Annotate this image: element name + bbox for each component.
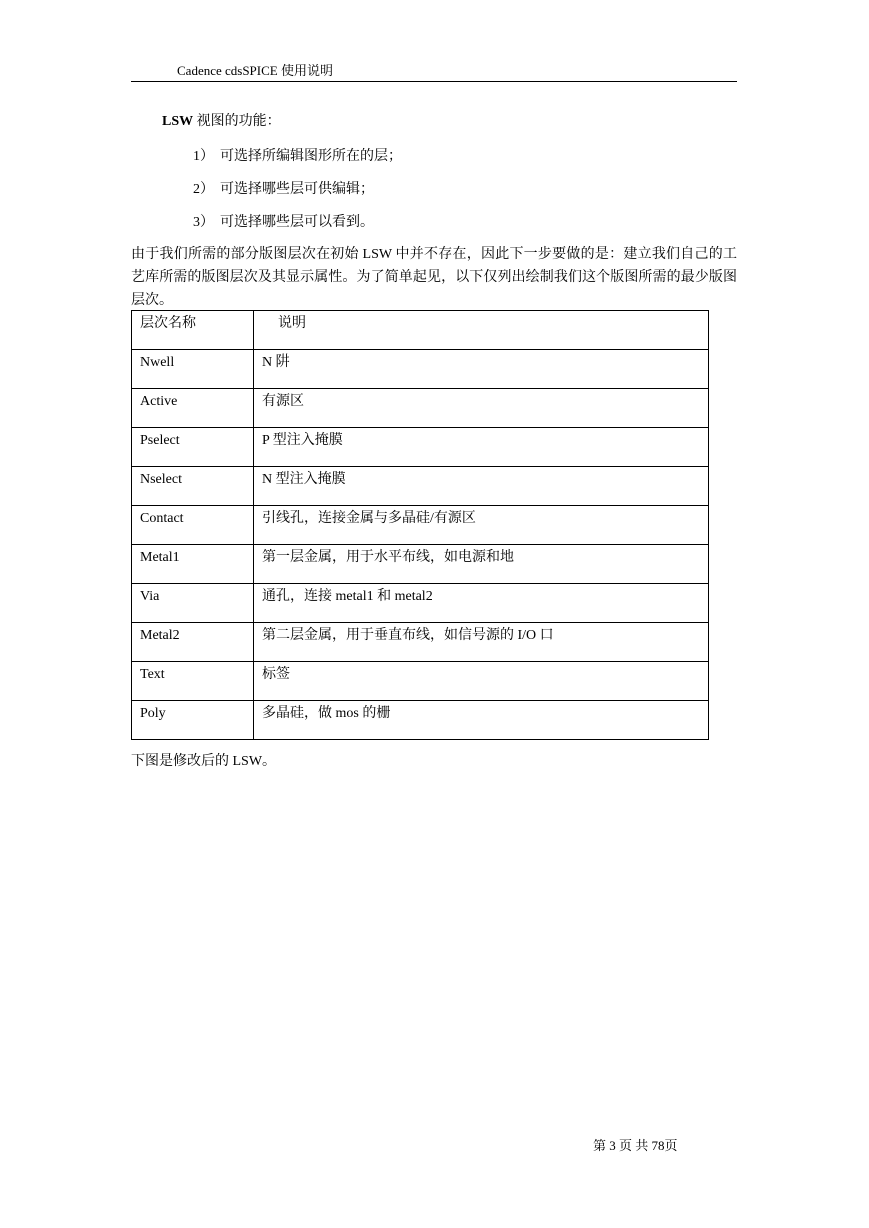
- layer-name: Nselect: [132, 467, 254, 506]
- heading-bold: LSW: [162, 114, 194, 129]
- layer-desc: 标签: [254, 662, 709, 701]
- header-cell-name: 层次名称: [132, 311, 254, 350]
- layer-name: Text: [132, 662, 254, 701]
- layer-desc: N 型注入掩膜: [254, 467, 709, 506]
- section-heading: [162, 112, 281, 132]
- list-item-number: 2）: [193, 182, 214, 197]
- layer-name: Contact: [132, 506, 254, 545]
- list-item-number: 1）: [193, 149, 214, 164]
- layer-desc: 通孔，连接 metal1 和 metal2: [254, 584, 709, 623]
- after-table-text: 下图是修改后的 LSW。: [131, 754, 277, 769]
- list-item-text: 可选择哪些层可供编辑；: [220, 182, 374, 197]
- layer-name: Nwell: [132, 350, 254, 389]
- table-header-row: [132, 311, 709, 350]
- layer-table: [131, 310, 709, 740]
- list-item: [193, 180, 374, 200]
- page-footer: 第 3 页 共 78页: [593, 1138, 678, 1153]
- table-row: [132, 545, 709, 584]
- table-row: [132, 623, 709, 662]
- list-item-text: 可选择所编辑图形所在的层；: [220, 149, 402, 164]
- layer-name: Active: [132, 389, 254, 428]
- layer-desc: 多晶硅，做 mos 的栅: [254, 701, 709, 740]
- table-row: [132, 350, 709, 389]
- body-paragraph: 由于我们所需的部分版图层次在初始 LSW 中并不存在，因此下一步要做的是：建立我们自己的工艺库所需的版图层次及其显示属性。为了简单起见，以下仅列出绘制我们这个版图所需的最少版图层次。: [131, 247, 737, 308]
- list-item-number: 3）: [193, 215, 214, 230]
- table-row: [132, 662, 709, 701]
- table-row: [132, 701, 709, 740]
- table-row: [132, 389, 709, 428]
- table-row: [132, 506, 709, 545]
- layer-name: Pselect: [132, 428, 254, 467]
- layer-desc: 引线孔，连接金属与多晶硅/有源区: [254, 506, 709, 545]
- list-item-text: 可选择哪些层可以看到。: [220, 215, 374, 230]
- header-title: Cadence cdsSPICE 使用说明: [177, 63, 333, 78]
- layer-name: Poly: [132, 701, 254, 740]
- page-header: [131, 60, 737, 82]
- list-item: [193, 147, 402, 167]
- layer-name: Metal2: [132, 623, 254, 662]
- layer-desc: 第二层金属，用于垂直布线，如信号源的 I/O 口: [254, 623, 709, 662]
- layer-desc: 第一层金属，用于水平布线，如电源和地: [254, 545, 709, 584]
- table-row: [132, 467, 709, 506]
- table-row: [132, 584, 709, 623]
- table-row: [132, 428, 709, 467]
- list-item: [193, 213, 374, 233]
- layer-desc: P 型注入掩膜: [254, 428, 709, 467]
- layer-desc: N 阱: [254, 350, 709, 389]
- layer-name: Metal1: [132, 545, 254, 584]
- layer-name: Via: [132, 584, 254, 623]
- layer-desc: 有源区: [254, 389, 709, 428]
- heading-text: 视图的功能：: [193, 114, 281, 129]
- header-cell-desc: 说明: [254, 311, 709, 350]
